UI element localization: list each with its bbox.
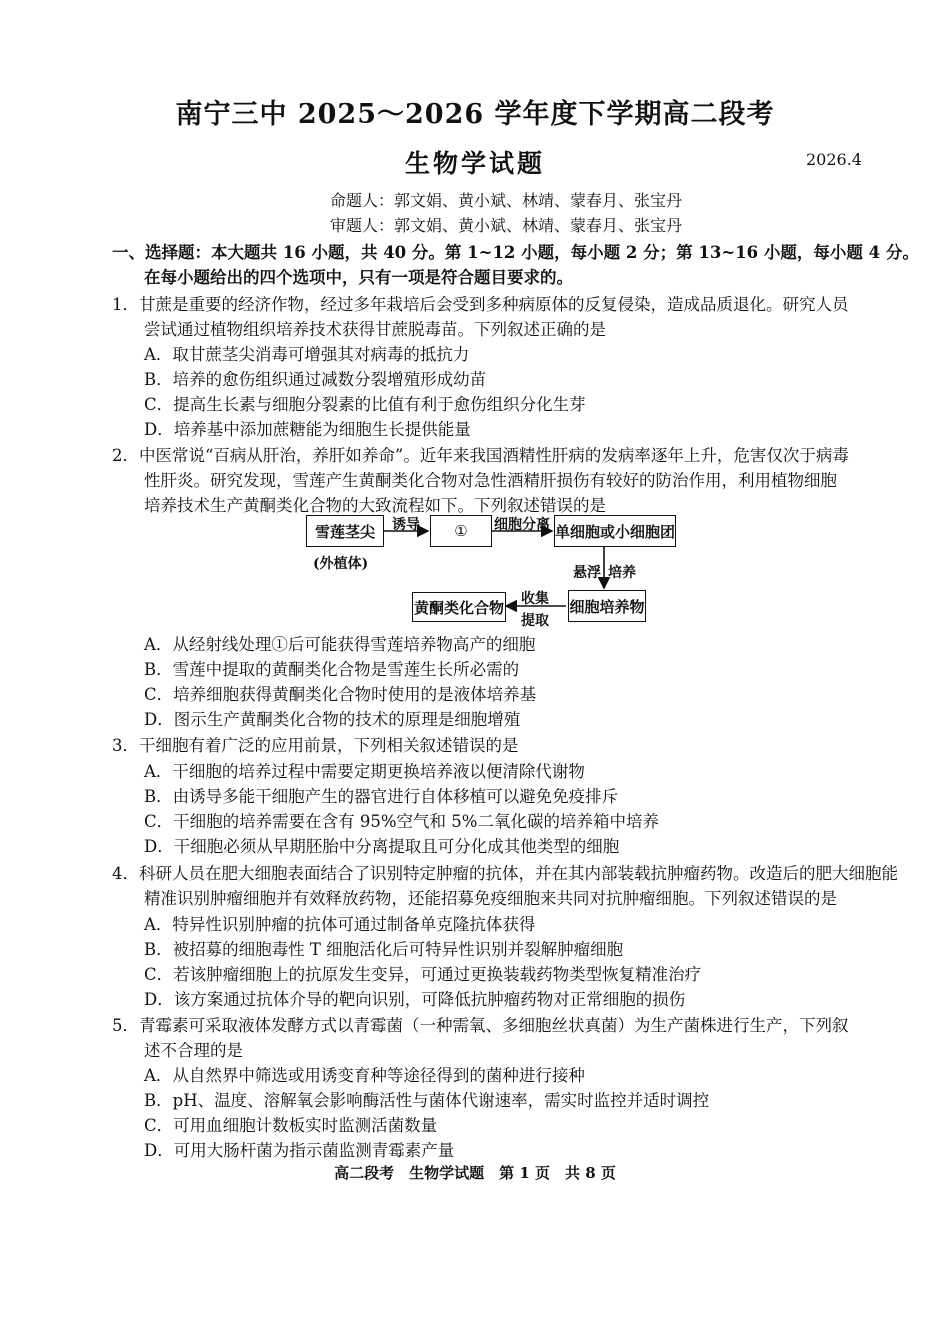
question-2-option-d: D．图示生产黄酮类化合物的技术的原理是细胞增殖 bbox=[144, 710, 521, 729]
question-4-option-c: C．若该肿瘤细胞上的抗原发生变异，可通过更换装载药物类型恢复精准治疗 bbox=[144, 965, 702, 984]
question-1-stem-cont: 尝试通过植物组织培养技术获得甘蔗脱毒苗。下列叙述正确的是 bbox=[144, 320, 606, 339]
question-3-option-d: D．干细胞必须从早期胚胎中分离提取且可分化成其他类型的细胞 bbox=[144, 837, 620, 856]
flow-box-product: 黄酮类化合物 bbox=[412, 592, 506, 622]
question-5-option-a: A．从自然界中筛选或用诱变育种等途径得到的菌种进行接种 bbox=[144, 1066, 585, 1085]
flow-label-suspend: 悬浮 bbox=[573, 565, 601, 581]
flow-label-collect: 收集 bbox=[521, 591, 549, 607]
exam-title: 南宁三中 2025～2026 学年度下学期高二段考 bbox=[175, 99, 775, 130]
question-2-option-b: B．雪莲中提取的黄酮类化合物是雪莲生长所必需的 bbox=[144, 660, 520, 679]
question-1-option-c: C．提高生长素与细胞分裂素的比值有利于愈伤组织分化生芽 bbox=[144, 395, 586, 414]
flow-label-culture: 培养 bbox=[608, 565, 636, 581]
question-2-stem-cont2: 培养技术生产黄酮类化合物的大致流程如下。下列叙述错误的是 bbox=[144, 496, 606, 515]
question-1-option-d: D．培养基中添加蔗糖能为细胞生长提供能量 bbox=[144, 420, 471, 439]
question-2-stem: 2．中医常说“百病从肝治，养肝如养命”。近年来我国酒精性肝病的发病率逐年上升，危害仅次于病毒 bbox=[112, 446, 849, 465]
question-5-option-c: C．可用血细胞计数板实时监测活菌数量 bbox=[144, 1116, 438, 1135]
setters-line: 命题人：郭文娟、黄小斌、林靖、蒙春月、张宝丹 bbox=[330, 191, 683, 210]
flow-box-1: ① bbox=[430, 515, 492, 547]
question-5-option-b: B．pH、温度、溶解氧会影响酶活性与菌体代谢速率，需实时监控并适时调控 bbox=[144, 1091, 710, 1110]
page-footer: 高二段考 生物学试题 第 1 页 共 8 页 bbox=[334, 1164, 616, 1182]
question-1-option-a: A．取甘蔗茎尖消毒可增强其对病毒的抵抗力 bbox=[144, 345, 470, 364]
question-1-option-b: B．培养的愈伤组织通过减数分裂增殖形成幼苗 bbox=[144, 370, 487, 389]
question-3-option-a: A．干细胞的培养过程中需要定期更换培养液以便清除代谢物 bbox=[144, 762, 585, 781]
question-3-stem: 3．干细胞有着广泛的应用前景，下列相关叙述错误的是 bbox=[112, 736, 519, 755]
flow-box-cell-culture: 细胞培养物 bbox=[568, 590, 646, 622]
question-4-option-b: B．被招募的细胞毒性 T 细胞活化后可特异性识别并裂解肿瘤细胞 bbox=[144, 940, 624, 959]
question-4-option-d: D．该方案通过抗体介导的靶向识别，可降低抗肿瘤药物对正常细胞的损伤 bbox=[144, 990, 686, 1009]
section-instruction: 在每小题给出的四个选项中，只有一项是符合题目要求的。 bbox=[144, 268, 573, 287]
question-5-stem-cont: 述不合理的是 bbox=[144, 1041, 243, 1060]
question-2-stem-cont: 性肝炎。研究发现，雪莲产生黄酮类化合物对急性酒精肝损伤有较好的防治作用，利用植物细胞 bbox=[144, 471, 837, 490]
section-heading: 一、选择题：本大题共 16 小题，共 40 分。第 1~12 小题，每小题 2 分；第 13~16 小题，每小题 4 分。 bbox=[112, 243, 919, 262]
flow-label-separate: 细胞分离 bbox=[494, 517, 550, 533]
question-2-option-a: A．从经射线处理①后可能获得雪莲培养物高产的细胞 bbox=[144, 635, 536, 654]
flow-explant-note: (外植体) bbox=[313, 556, 369, 572]
flow-box-single-cell: 单细胞或小细胞团 bbox=[554, 515, 676, 547]
question-4-stem: 4．科研人员在肥大细胞表面结合了识别特定肿瘤的抗体，并在其内部装载抗肿瘤药物。改造后的肥大细胞能 bbox=[112, 864, 898, 883]
flow-label-extract: 提取 bbox=[521, 613, 549, 629]
question-3-option-b: B．由诱导多能干细胞产生的器官进行自体移植可以避免免疫排斥 bbox=[144, 787, 619, 806]
question-5-stem: 5．青霉素可采取液体发酵方式以青霉菌（一种需氧、多细胞丝状真菌）为生产菌株进行生产，下列叙 bbox=[112, 1016, 849, 1035]
question-2-option-c: C．培养细胞获得黄酮类化合物时使用的是液体培养基 bbox=[144, 685, 537, 704]
flow-box-explant: 雪莲茎尖 bbox=[306, 515, 384, 547]
reviewers-line: 审题人：郭文娟、黄小斌、林靖、蒙春月、张宝丹 bbox=[330, 216, 683, 235]
subject-title: 生物学试题 bbox=[404, 149, 545, 178]
question-4-option-a: A．特异性识别肿瘤的抗体可通过制备单克隆抗体获得 bbox=[144, 915, 536, 934]
question-3-option-c: C．干细胞的培养需要在含有 95%空气和 5%二氧化碳的培养箱中培养 bbox=[144, 812, 659, 831]
flow-label-induce: 诱导 bbox=[392, 517, 420, 533]
question-4-stem-cont: 精准识别肿瘤细胞并有效释放药物，还能招募免疫细胞来共同对抗肿瘤细胞。下列叙述错误的是 bbox=[144, 889, 837, 908]
exam-date: 2026.4 bbox=[806, 150, 862, 169]
question-1-stem: 1．甘蔗是重要的经济作物，经过多年栽培后会受到多种病原体的反复侵染，造成品质退化。研究人员 bbox=[112, 295, 849, 314]
question-5-option-d: D．可用大肠杆菌为指示菌监测青霉素产量 bbox=[144, 1141, 455, 1160]
